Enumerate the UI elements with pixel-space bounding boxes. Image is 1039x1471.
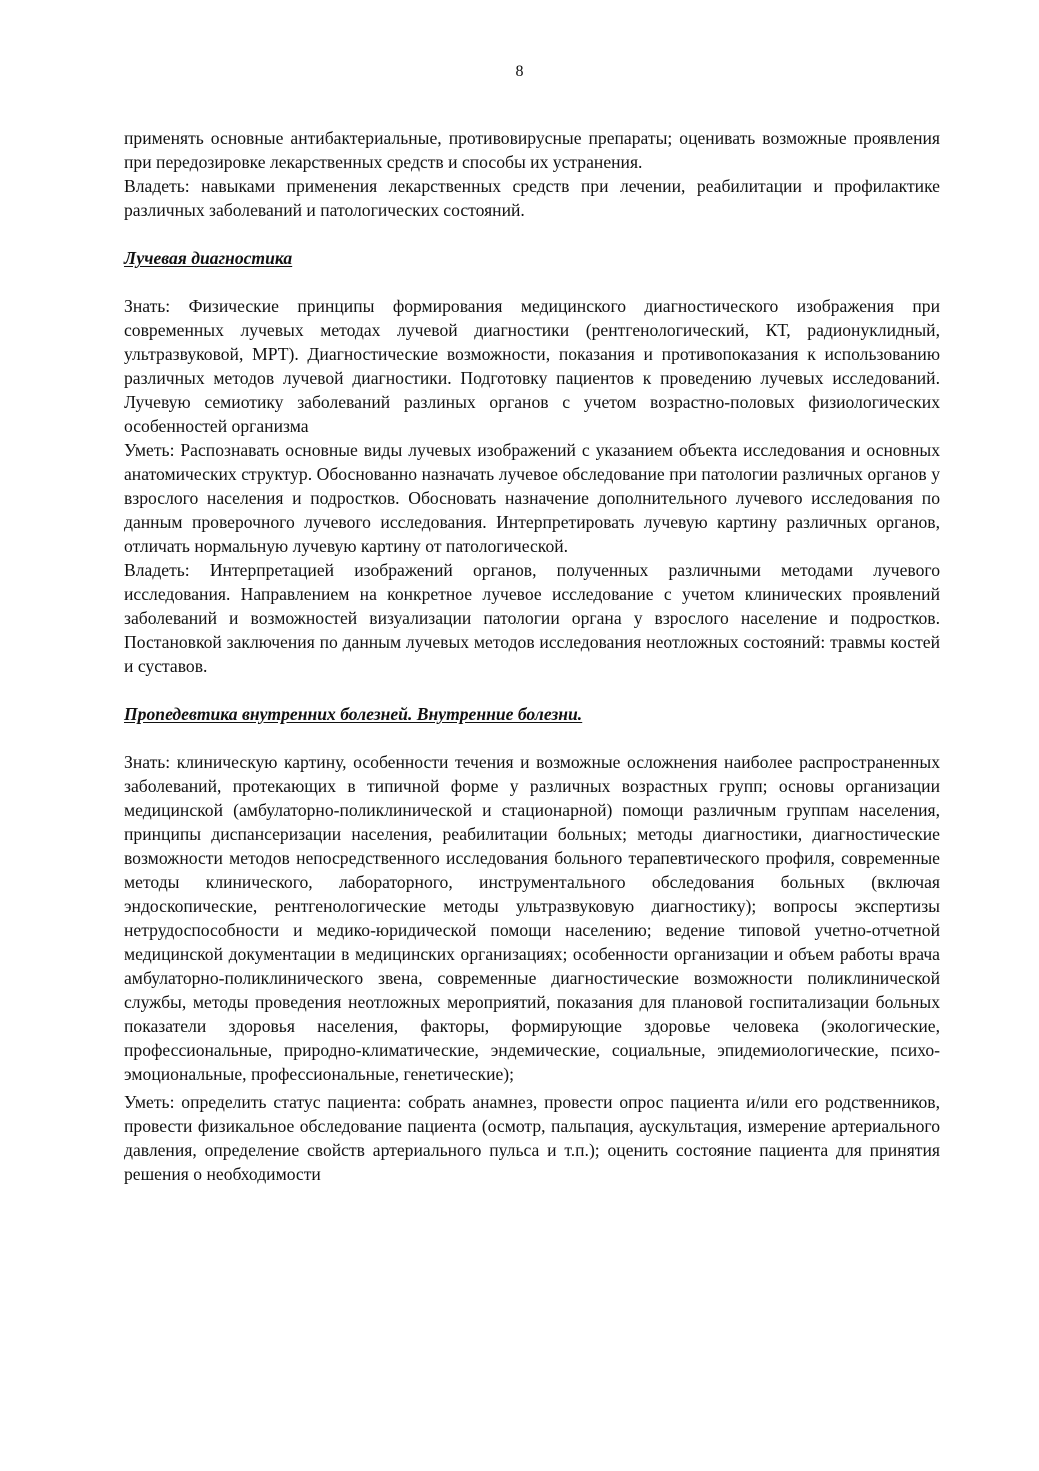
radiology-can-paragraph: Уметь: Распознавать основные виды лучевых изображений с указанием объекта исследования и основных анатомических структур. Обоснованно назначать лучевое обследование при патологии различных органов у взрослого населения и подростков. Обосновать назначение дополнительного лучевого исследования по данным проверочного лучевого исследования. Интерпретировать лучевую картину различных органов, отличать нормальную лучевую картину от патологической. bbox=[124, 440, 940, 556]
intro-paragraph-apply: применять основные антибактериальные, противовирусные препараты; оценивать возможные проявления при передозировке лекарственных средств и способы их устранения. bbox=[124, 128, 940, 172]
internal-know-paragraph: Знать: клиническую картину, особенности течения и возможные осложнения наиболее распространенных заболеваний, протекающих в типичной форме у различных возрастных групп; основы организации медицинской (амбулаторно-поликлинической и стационарной) помощи различным группам населения, принципы диспансеризации населения, реабилитации больных; методы диагностики, диагностические возможности методов непосредственного исследования больного терапевтического профиля, современные методы клинического, лабораторного, инструментального обследования больных (включая эндоскопические, рентгенологические методы ультразвуковую диагностику); вопросы экспертизы нетрудоспособности и медико-юридической помощи населению; ведение типовой учетно-отчетной медицинской документации в медицинских организациях; особенности организации и объем работы врача амбулаторно-поликлинического звена, современные диагностические возможности поликлинической службы, методы проведения неотложных мероприятий, показания для плановой госпитализации больных показатели здоровья населения, факторы, формирующие здоровье человека (экологические, профессиональные, природно-климатические, эндемические, социальные, эпидемиологические, психо-эмоциональные, профессиональные, генетические); bbox=[124, 752, 940, 1084]
page-content bbox=[124, 126, 940, 1186]
radiology-know-paragraph: Знать: Физические принципы формирования медицинского диагностического изображения при современных лучевых методах лучевой диагностики (рентгенологический, КТ, радионуклидный, ультразвуковой, МРТ). Диагностические возможности, показания и противопоказания к использованию различных методов лучевой диагностики. Подготовку пациентов к проведению лучевых исследований. Лучевую семиотику заболеваний разлиных органов с учетом возрастно-половых физиологических особенностей организма bbox=[124, 296, 940, 436]
page-number: 8 bbox=[515, 63, 524, 80]
section-title-internal-medicine: Пропедевтика внутренних болезней. Внутренние болезни. bbox=[124, 704, 583, 724]
section-title-radiology: Лучевая диагностика bbox=[124, 248, 293, 268]
radiology-own-paragraph: Владеть: Интерпретацией изображений органов, полученных различными методами лучевого исследования. Направлением на конкретное лучевое исследование с учетом клинических проявлений заболеваний и возможностей визуализации патологии органа у взрослого население и подростков. Постановкой заключения по данным лучевых методов исследования неотложных состояний: травмы костей и суставов. bbox=[124, 560, 940, 676]
internal-can-paragraph: Уметь: определить статус пациента: собрать анамнез, провести опрос пациента и/или его родственников, провести физикальное обследование пациента (осмотр, пальпация, аускультация, измерение артериального давления, определение свойств артериального пульса и т.п.); оценить состояние пациента для принятия решения о необходимости bbox=[124, 1092, 940, 1184]
intro-paragraph-own: Владеть: навыками применения лекарственных средств при лечении, реабилитации и профилактике различных заболеваний и патологических состояний. bbox=[124, 176, 940, 220]
